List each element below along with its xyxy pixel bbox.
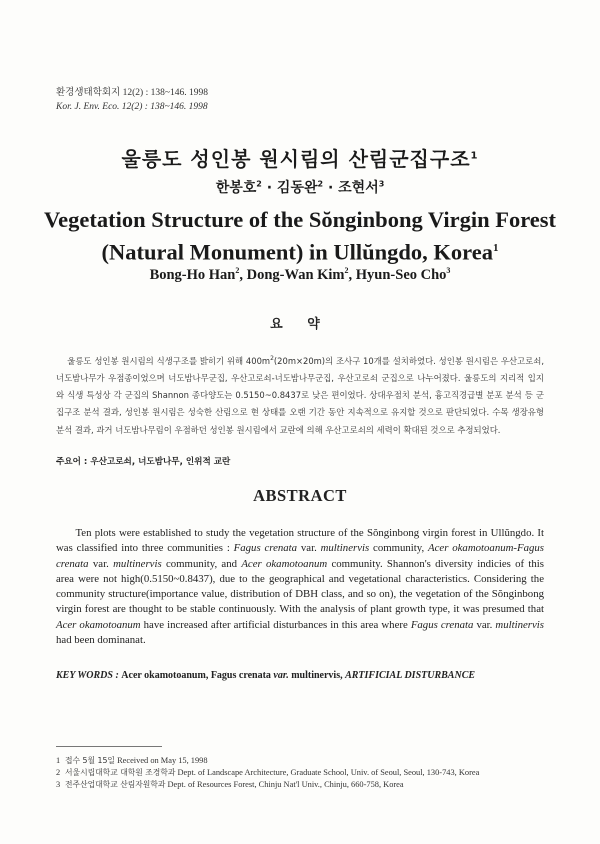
species-name: Fagus crenata xyxy=(410,618,474,631)
footnote-korean: 서울시립대학교 대학원 조경학과 xyxy=(65,768,176,777)
abstract-korean-text-a: 울릉도 성인봉 원시림의 식생구조를 밝히기 위해 400m xyxy=(67,355,271,366)
journal-citation xyxy=(56,86,208,114)
author-korean-2: 김동완 xyxy=(276,180,318,196)
footnote-number: 1 xyxy=(56,756,61,765)
journal-citation-english: Kor. J. Env. Eco. 12(2) : 138~146. 1998 xyxy=(56,102,208,112)
author-separator-1: · xyxy=(261,180,277,196)
author-english-separator-1: , xyxy=(239,266,247,283)
author-english-2: Dong-Wan Kim xyxy=(246,266,345,283)
keywords-english-term-1: Acer okamotoanum, Fagus crenata xyxy=(121,670,274,681)
footnote-english: Dept. of Landscape Architecture, Graduate School, Univ. of Seoul, Seoul, 130-743, Korea xyxy=(175,768,480,777)
abstract-text-5: community, and xyxy=(161,557,242,570)
title-english xyxy=(0,206,600,267)
keywords-english-term-2: multinervis, xyxy=(288,670,346,681)
footnote-english: Dept. of Resources Forest, Chinju Nat'l Univ., Chinju, 660-758, Korea xyxy=(165,780,404,789)
title-english-footnote-mark: 1 xyxy=(492,242,499,254)
author-english-1: Bong-Ho Han xyxy=(149,266,236,283)
author-korean-3-affil: 3 xyxy=(378,179,385,189)
species-name: Acer okamotoanum xyxy=(241,557,328,570)
abstract-text-6: community. Shannon's diversity indicies of this area were not high(0.5150~0.8437), due to the geographical and vegetational characteristics. Considering the community structure(importance value, distribution of DBH class, and so on), the vegetation of the Sŏnginbong virgin forest are thought to be stable continuously. With the analysis of plant growth type, it was presumed that xyxy=(56,557,544,616)
author-korean-2-affil: 2 xyxy=(317,179,324,189)
keywords-english xyxy=(56,670,475,681)
title-english-line-1: Vegetation Structure of the Sŏnginbong Virgin Forest xyxy=(43,207,557,232)
footnote-text xyxy=(65,767,546,779)
author-english-3-affil: 3 xyxy=(446,266,451,275)
abstract-korean-sup: 2 xyxy=(270,355,274,362)
title-korean-text: 울릉도 성인봉 원시림의 산림군집구조 xyxy=(121,147,471,171)
abstract-text-8: var. xyxy=(473,618,496,631)
footnote-text xyxy=(65,755,546,767)
abstract-text-3: community, xyxy=(369,542,429,555)
keywords-korean: 주요어 : 우산고로쇠, 너도밤나무, 인위적 교란 xyxy=(56,457,231,467)
author-korean-1: 한봉호 xyxy=(215,180,257,196)
abstract-english-indent xyxy=(56,527,75,539)
author-korean-3: 조현서 xyxy=(338,180,379,196)
author-korean-1-affil: 2 xyxy=(256,179,262,189)
author-english-1-affil: 2 xyxy=(235,266,240,275)
title-english-line-2 xyxy=(0,234,600,267)
keywords-english-label: KEY WORDS : xyxy=(56,670,122,681)
title-korean xyxy=(0,143,600,172)
footnote-number: 2 xyxy=(56,768,61,777)
authors-english xyxy=(0,266,600,284)
abstract-english xyxy=(56,526,544,648)
authors-korean xyxy=(0,177,600,197)
abstract-english-paragraph xyxy=(56,526,544,648)
abstract-text-4: var. xyxy=(88,557,114,570)
footnote-1 xyxy=(56,755,546,767)
species-name: Fagus crenata xyxy=(233,542,298,555)
abstract-text-1: Ten plots were established to study the vegetation structure of the Sŏnginbong virgin forest in Ullŭngdo. It was classified into three communities : xyxy=(56,527,544,555)
footnote-text xyxy=(65,779,546,791)
author-english-2-affil: 2 xyxy=(344,266,349,275)
abstract-text-9: had been dominanat. xyxy=(56,634,146,647)
abstract-korean-heading: 요 약 xyxy=(270,317,330,332)
journal-citation-korean: 환경생태학회지 12(2) : 138~146. 1998 xyxy=(56,88,208,98)
author-english-separator-2: , xyxy=(348,266,356,283)
abstract-text-7: have increased after artificial disturbances in this area where xyxy=(140,618,411,631)
title-english-line-2-text: (Natural Monument) in Ullŭngdo, Korea xyxy=(101,239,493,265)
keywords-english-var: var. xyxy=(273,670,289,681)
footnotes xyxy=(56,755,546,791)
species-name: multinervis xyxy=(113,557,162,570)
footnote-divider xyxy=(56,746,162,747)
footnote-2 xyxy=(56,767,546,779)
abstract-korean xyxy=(56,350,544,439)
species-name: multinervis xyxy=(320,542,370,555)
footnote-number: 3 xyxy=(56,780,61,789)
abstract-text-2: var. xyxy=(297,542,321,555)
footnote-korean: 전주산업대학교 산림자원학과 xyxy=(65,780,166,789)
abstract-english-heading: ABSTRACT xyxy=(253,486,347,505)
footnote-3 xyxy=(56,779,546,791)
footnote-english: Received on May 15, 1998 xyxy=(114,756,208,765)
species-name: Acer okamotoanum xyxy=(56,618,141,631)
author-separator-2: · xyxy=(323,180,339,196)
title-korean-footnote-mark: 1 xyxy=(470,150,479,162)
abstract-korean-text-b: (20m×20m)의 조사구 10개를 설치하였다. 성인봉 원시림은 우산고로쇠, 너도밤나무가 우점종이었으며 너도밤나무군집, 우산고로쇠-너도밤나무군집, 우산고로쇠 군집으로 나누어졌다. 울릉도의 지리적 입지와 식생 특성상 각 군집의 Shannon 종다양도는 0.5150~0.8437로 낮은 편이었다. 상대우점치 분석, 흉고직경급별 분포 분석 등 군집구조 분석 결과, 성인봉 원시림은 성숙한 산림으로 현 상태를 오랜 기간 동안 지속적으로 유지할 것으로 판단되었다. 수목 생장유형 분석 결과, 과거 너도밤나무림이 우점하던 성인봉 원시림에서 교란에 의해 우산고로쇠의 세력이 확대된 것으로 추정되었다. xyxy=(56,355,544,435)
footnote-korean: 접수 5월 15일 xyxy=(65,756,115,765)
species-name: multinervis xyxy=(495,618,544,631)
author-english-3: Hyun-Seo Cho xyxy=(355,266,447,283)
species-name: Acer okamotoanum-Fagus crenata xyxy=(56,542,544,570)
abstract-korean-indent xyxy=(56,356,67,366)
keywords-english-term-3: ARTIFICIAL DISTURBANCE xyxy=(345,670,476,681)
